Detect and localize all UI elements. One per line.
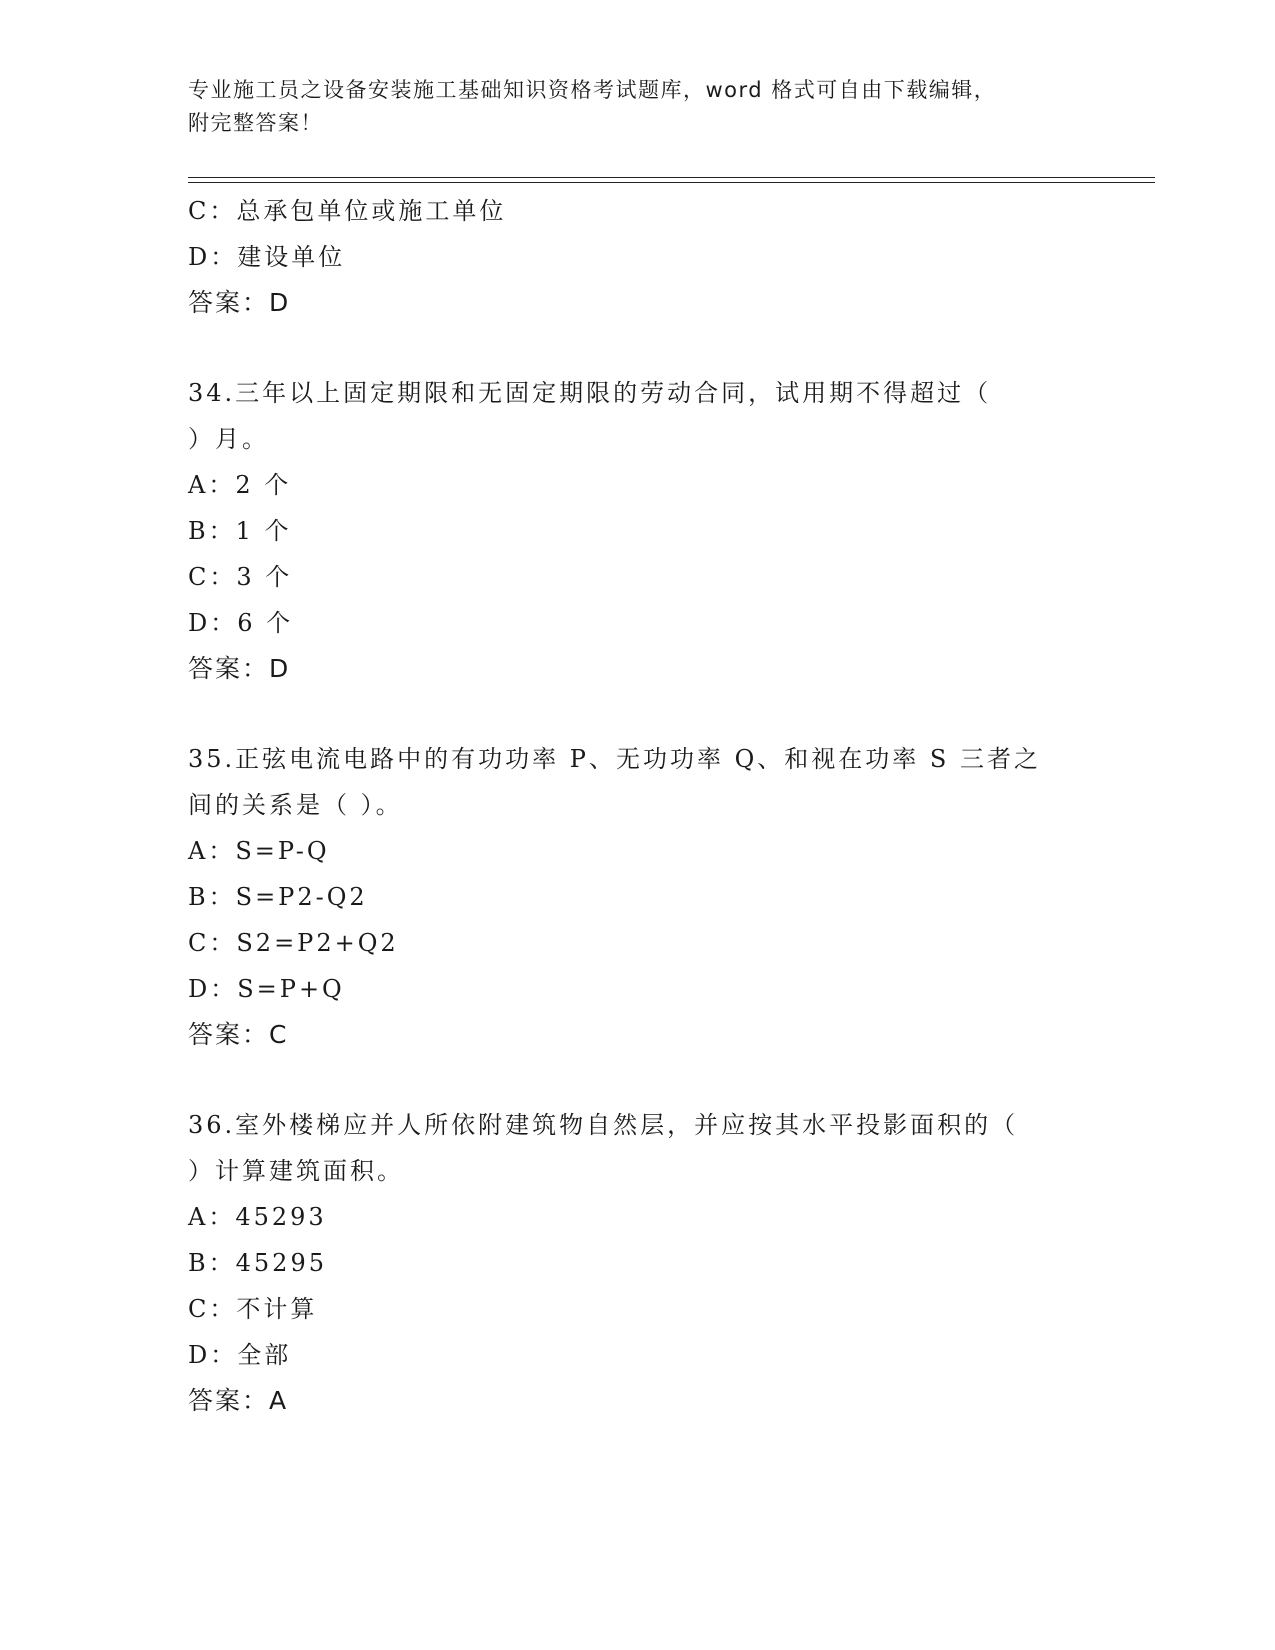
question-stem: 35.正弦电流电路中的有功功率 P、无功功率 Q、和视在功率 S 三者之 间的关系是（ ）。 bbox=[188, 745, 1041, 819]
question-stem: 34.三年以上固定期限和无固定期限的劳动合同，试用期不得超过（ ）月。 bbox=[188, 379, 992, 453]
question-stem: 36.室外楼梯应并人所依附建筑物自然层，并应按其水平投影面积的（ ）计算建筑面积。 bbox=[188, 1111, 1019, 1185]
option-c: C：3 个 bbox=[188, 563, 293, 591]
answer-line: 答案：C bbox=[188, 1020, 289, 1049]
option-b: B：45295 bbox=[188, 1249, 327, 1277]
header-divider-top bbox=[188, 177, 1155, 178]
option-c: C：不计算 bbox=[188, 1295, 318, 1323]
option-d: D：全部 bbox=[188, 1341, 292, 1369]
option-d: D：6 个 bbox=[188, 609, 294, 637]
answer-line: 答案：D bbox=[188, 654, 291, 683]
option-a: A：2 个 bbox=[188, 471, 292, 499]
question-35 bbox=[188, 736, 1088, 1058]
answer-line: 答案：A bbox=[188, 1386, 289, 1415]
option-d: D：S=P+Q bbox=[188, 975, 345, 1003]
option-b: B：1 个 bbox=[188, 517, 292, 545]
question-content bbox=[188, 188, 1088, 1424]
option-b: B：S=P2-Q2 bbox=[188, 883, 368, 911]
option-a: A：S=P-Q bbox=[188, 837, 330, 865]
option-c: C：S2=P2+Q2 bbox=[188, 929, 399, 957]
continued-question bbox=[188, 188, 1088, 326]
answer-line: 答案：D bbox=[188, 288, 291, 317]
document-header: 专业施工员之设备安装施工基础知识资格考试题库，word 格式可自由下载编辑， 附完整答案！ bbox=[188, 78, 997, 135]
question-36 bbox=[188, 1102, 1088, 1424]
option-d: D：建设单位 bbox=[188, 243, 346, 271]
option-c: C：总承包单位或施工单位 bbox=[188, 197, 507, 225]
header-divider-bottom bbox=[188, 182, 1155, 183]
option-a: A：45293 bbox=[188, 1203, 327, 1231]
question-34 bbox=[188, 370, 1088, 692]
